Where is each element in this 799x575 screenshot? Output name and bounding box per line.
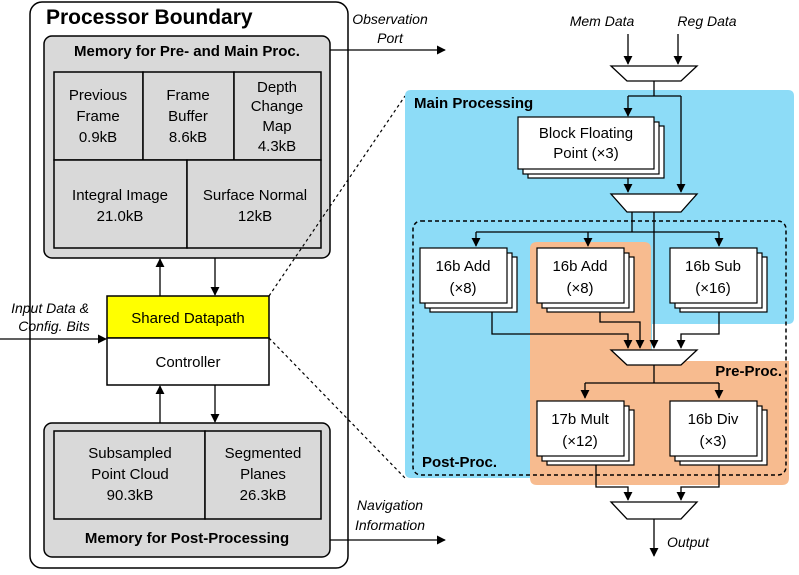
shared-datapath-label: Shared Datapath [131,310,245,327]
depth-change-map-label: Change [250,98,304,115]
previous-frame-label: Frame [76,108,120,125]
output-mux [611,502,697,519]
depth-change-map-size: 4.3kB [257,138,297,155]
memory-pre-main-title: Memory for Pre- and Main Proc. [74,43,300,60]
add-b-label: 16b Add [552,258,608,275]
mem-data-label: Mem Data [569,13,635,29]
add-a-label: 16b Add [435,258,491,275]
subsampled-point-cloud-label: Subsampled [88,445,172,462]
mid-mux [611,350,697,365]
depth-change-map-label: Map [262,118,292,135]
reg-data-label: Reg Data [677,13,737,29]
integral-image-block [54,160,187,248]
input-mux [611,66,697,81]
surface-normal-label: Surface Normal [202,187,308,204]
sub-label: (×16) [695,280,731,297]
depth-change-map-label: Depth [256,79,298,96]
pre-proc-label: Pre-Proc. [715,363,782,380]
add-b-label: (×8) [566,280,594,297]
post-proc-label: Post-Proc. [422,454,498,471]
surface-normal-size: 12kB [237,208,273,225]
frame-buffer-label: Buffer [168,108,208,125]
output-label: Output [667,534,710,550]
mult-label: 17b Mult [551,411,609,428]
navigation-info-label: Information [354,517,426,533]
integral-image-label: Integral Image [72,187,168,204]
memory-post-title: Memory for Post-Processing [84,530,290,547]
sub-label: 16b Sub [685,258,741,275]
controller-label: Controller [155,354,221,371]
segmented-planes-size: 26.3kB [239,487,287,504]
add-a-label: (×8) [449,280,477,297]
frame-buffer-size: 8.6kB [168,129,208,146]
previous-frame-label: Previous [68,87,128,104]
input-label: Config. Bits [18,318,90,334]
processor-boundary-title: Processor Boundary [46,6,253,29]
observation-port-label: Observation [352,11,428,27]
previous-frame-size: 0.9kB [78,129,118,146]
segmented-planes-label: Planes [240,466,286,483]
subsampled-point-cloud-size: 90.3kB [106,487,154,504]
mult-label: (×12) [562,433,598,450]
segmented-planes-label: Segmented [224,445,302,462]
subsampled-point-cloud-label: Point Cloud [91,466,169,483]
div-label: 16b Div [687,411,739,428]
input-label: Input Data & [11,300,89,316]
observation-port-label: Port [377,30,403,46]
navigation-info-label: Navigation [356,497,424,513]
frame-buffer-label: Frame [166,87,210,104]
integral-image-size: 21.0kB [96,208,144,225]
div-label: (×3) [699,433,727,450]
main-processing-label: Main Processing [414,95,534,112]
bfp-label: Point (×3) [553,145,619,162]
bfp-mux [611,194,697,212]
surface-normal-block [187,160,321,248]
bfp-label: Block Floating [538,125,634,142]
